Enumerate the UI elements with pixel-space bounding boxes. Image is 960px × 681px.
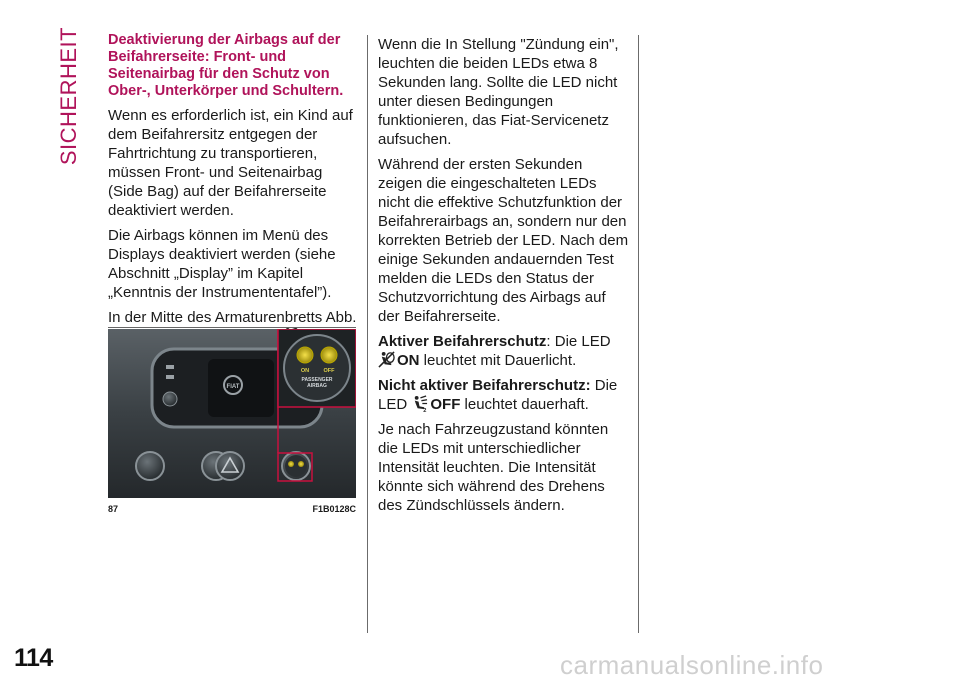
column-divider bbox=[367, 35, 368, 633]
airbag-off-icon bbox=[411, 395, 428, 412]
panel-label-line1: PASSENGER bbox=[301, 377, 333, 383]
section-heading: Deaktivierung der Airbags auf der Beifahrerseite: Front- und Seitenairbag für den Schutz von Ober-, Unterkörper und Schultern. bbox=[108, 32, 344, 99]
paragraph: Je nach Fahrzeugzustand könnten die LEDs mit unterschiedlicher Intensität leuchten. Die Intensität könnte sich während des Drehens des Zündschlüssels ändern. bbox=[378, 421, 609, 514]
svg-text:FIAT: FIAT bbox=[226, 384, 240, 390]
side-title-text: SICHERHEIT bbox=[56, 26, 81, 166]
page-number: 114 bbox=[14, 644, 53, 672]
paragraph-text: : Die LED bbox=[546, 333, 611, 350]
led-off-label: OFF bbox=[323, 368, 335, 374]
right-column bbox=[378, 35, 630, 521]
column-divider bbox=[638, 35, 639, 633]
paragraph bbox=[378, 376, 630, 414]
figure-caption bbox=[108, 504, 356, 518]
svg-text:2: 2 bbox=[423, 408, 427, 412]
inactive-protection-label: Nicht aktiver Beifahrerschutz: bbox=[378, 377, 591, 394]
paragraph bbox=[378, 332, 630, 370]
paragraph: Wenn die In Stellung "Zündung ein", leuchten die beiden LEDs etwa 8 Sekunden lang. Sollte die LED nicht unter diesen Bedingungen funktionieren, das Fiat-Servicenetz aufsuchen. bbox=[378, 36, 619, 148]
panel-label-line2: AIRBAG bbox=[307, 383, 327, 389]
watermark: carmanualsonline.info bbox=[560, 650, 824, 680]
airbag-on-icon bbox=[378, 351, 395, 368]
paragraph: Wenn es erforderlich ist, ein Kind auf dem Beifahrersitz entgegen der Fahrtrichtung zu transportieren, müssen Front- und Seitenairbag (Side Bag) auf der Beifahrerseite deaktiviert werden. bbox=[108, 107, 353, 219]
paragraph: Die Airbags können im Menü des Displays deaktiviert werden (siehe Abschnitt „Display” im Kapitel „Kenntnis der Instrumententafel”). bbox=[108, 227, 336, 301]
active-protection-label: Aktiver Beifahrerschutz bbox=[378, 333, 547, 350]
figure-top-rule bbox=[108, 327, 356, 328]
on-label: ON bbox=[397, 352, 420, 369]
paragraph-text: leuchtet dauerhaft. bbox=[460, 396, 589, 413]
dashboard-photo bbox=[108, 329, 356, 498]
led-on-label: ON bbox=[300, 368, 310, 374]
paragraph-text: In der Mitte des Armaturenbretts Abb. bbox=[108, 309, 357, 326]
off-label: OFF bbox=[430, 396, 461, 413]
section-side-title bbox=[54, 26, 84, 166]
left-column bbox=[108, 32, 360, 371]
paragraph-text: leuchtet mit Dauerlicht. bbox=[419, 352, 577, 369]
dashboard-illustration bbox=[108, 329, 356, 498]
figure-code: F1B0128C bbox=[312, 504, 356, 514]
figure-number: 87 bbox=[108, 504, 119, 514]
paragraph: Während der ersten Sekunden zeigen die eingeschalteten LEDs nicht die effektive Schutzfunktion der Beifahrerairbags an, sondern nur den korrekten Betrieb der LED. Nach dem einige Sekunden andauernden Test melden die LEDs den Status der Schutzvorrichtung des Airbags auf der Beifahrerseite. bbox=[378, 156, 629, 325]
paragraph-text: Die LED bbox=[378, 377, 618, 413]
